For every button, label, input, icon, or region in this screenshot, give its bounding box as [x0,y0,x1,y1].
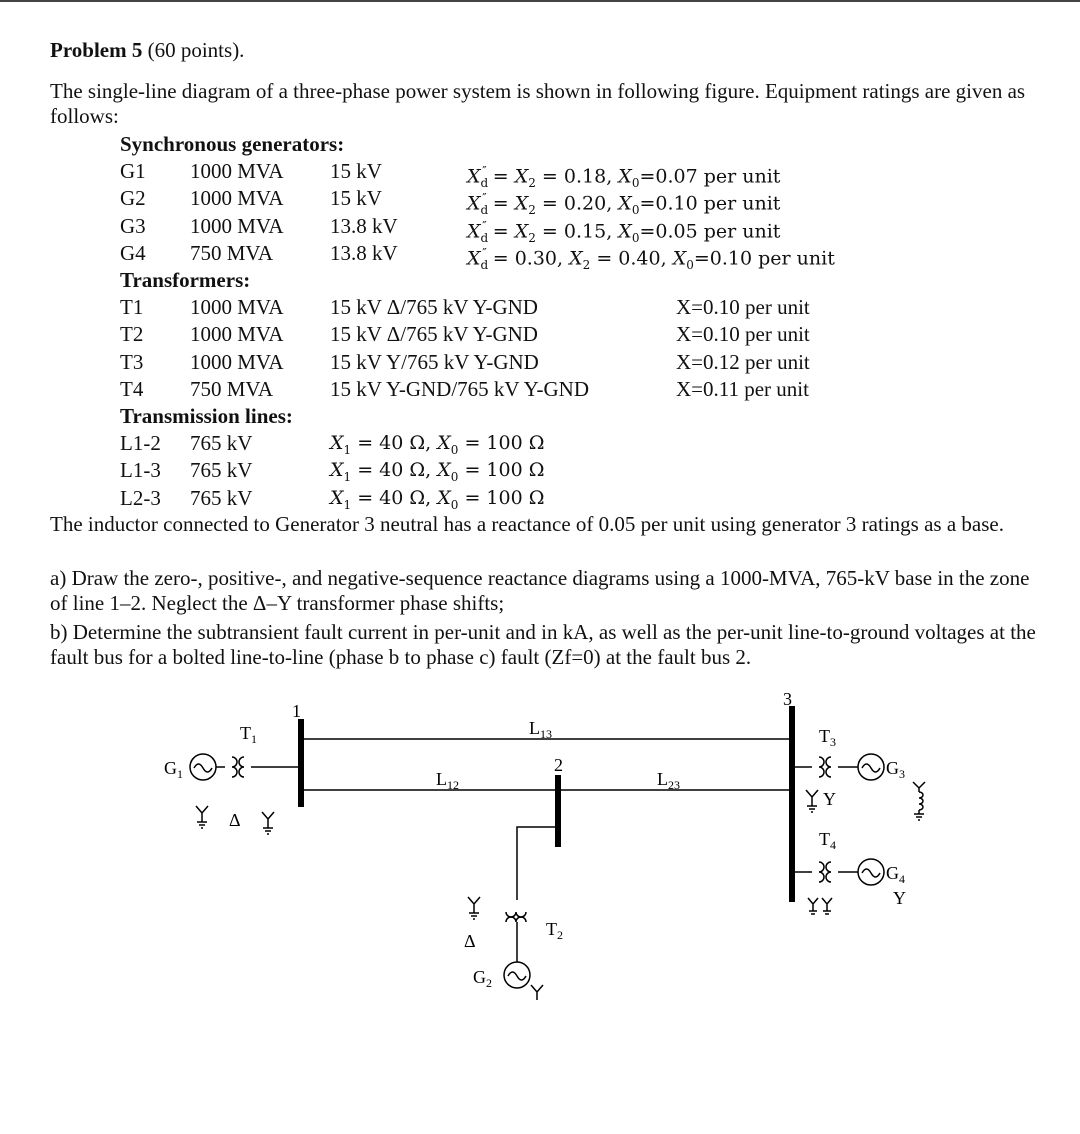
bus-2-label: 2 [554,755,563,775]
transformer-rating: 15 kV Δ/765 kV Y-GND [330,322,538,347]
transformer-rating: 15 kV Δ/765 kV Y-GND [330,295,538,319]
part-a-text: a) Draw the zero-, positive-, and negative-sequence reactance diagrams using a 1000-MVA, 765-kV base in the zone of line 1–2. Neglect the Δ–Y transformer phase shifts; [50,566,1030,615]
generator-mva: 1000 MVA [190,159,284,183]
transformer-rating: 15 kV Y/765 kV Y-GND [330,349,539,374]
t3-wye-label: Y [823,789,836,809]
generator-kv: 13.8 kV [330,213,398,238]
transformer-t4 [795,862,858,882]
transformer-mva: 750 MVA [190,376,274,401]
generator-reactances: $X_d'' = X_2 = 0.15$, $X_0=0.05$ per unit [467,218,781,245]
g3-label: $G_3$ [886,758,905,781]
generator-reactances: $X_d'' = X_2 = 0.20$, $X_0=0.10$ per unit [467,191,781,218]
line-kv: 765 kV [190,458,253,483]
generators-heading: Synchronous generators: [120,132,345,156]
g3-neutral-inductor [913,782,925,820]
line-reactances: $X_1 = 40$ Ω, $X_0 = 100$ Ω [330,486,545,512]
line-kv: 765 kV [190,485,253,510]
generator-g4 [858,859,884,885]
transformer-id: T4 [120,376,144,401]
generator-kv: 15 kV [330,159,382,183]
inductor-note: The inductor connected to Generator 3 neutral has a reactance of 0.05 per unit using generator 3 ratings as a base. [50,512,1004,536]
generator-kv: 15 kV [330,186,382,211]
bus2-tap-line [517,827,555,900]
transformer-mva: 1000 MVA [190,349,284,374]
g4-label: $G_4$ [886,863,905,886]
line-id: L2-3 [120,485,161,510]
t4-grounded-wye-symbols [808,898,832,914]
transformer-id: T3 [120,349,144,374]
transformer-mva: 1000 MVA [190,322,284,347]
transformer-reactance: X=0.12 per unit [676,349,810,374]
t1-delta-label: Δ [229,810,241,830]
g4-wye-label: Y [893,888,906,908]
lines-heading: Transmission lines: [120,404,293,428]
t2-delta-label: Δ [464,931,476,951]
generator-g1 [190,754,216,780]
transformer-reactance: X=0.10 per unit [676,322,810,347]
generator-id: G3 [120,213,146,238]
t4-label: $T_4$ [819,829,836,852]
generator-g2 [504,962,543,1000]
generator-mva: 1000 MVA [190,186,284,211]
line-reactances: $X_1 = 40$ Ω, $X_0 = 100$ Ω [330,432,545,457]
l23-label: $L_{23}$ [657,769,680,792]
transformer-t1 [216,757,298,777]
line-reactances: $X_1 = 40$ Ω, $X_0 = 100$ Ω [330,459,545,485]
t2-grounded-wye-symbol [468,897,480,919]
transformer-id: T1 [120,295,144,319]
generator-mva: 750 MVA [190,240,274,265]
g2-label: $G_2$ [473,967,492,990]
t3-label: $T_3$ [819,726,836,749]
intro-paragraph: The single-line diagram of a three-phase power system is shown in following figure. Equipment ratings are given as follows: [50,79,1026,128]
generator-mva: 1000 MVA [190,213,284,238]
part-b-text: b) Determine the subtransient fault current in per-unit and in kA, as well as the per-unit line-to-ground voltages at the fault bus for a bolted line-to-line (phase b to phase c) fault (Zf=0) at the fault bus 2. [50,620,1036,669]
transformer-t3 [795,757,858,777]
line-kv: 765 kV [190,431,253,455]
line-id: L1-3 [120,458,161,483]
transformer-t2 [506,912,526,962]
t2-label: $T_2$ [546,919,563,942]
transformer-mva: 1000 MVA [190,295,284,319]
bus-3 [789,706,795,902]
line-id: L1-2 [120,431,161,455]
g1-grounded-wye-symbol [196,806,208,828]
bus-1 [298,719,304,807]
generator-reactances: $X_d'' = 0.30$, $X_2 = 0.40$, $X_0=0.10$ per unit [467,245,835,273]
transformers-heading: Transformers: [120,268,251,292]
bus-1-label: 1 [292,701,301,721]
generator-id: G2 [120,186,146,211]
t1-grounded-wye-symbol [262,812,274,834]
transformer-id: T2 [120,322,144,347]
generator-g3 [858,754,884,780]
generator-reactances: $X_d'' = X_2 = 0.18$, $X_0=0.07$ per unit [467,164,781,191]
problem-title: Problem 5 (60 points). [50,38,245,62]
generator-kv: 13.8 kV [330,240,398,265]
transformer-rating: 15 kV Y-GND/765 kV Y-GND [330,376,590,401]
t1-label: $T_1$ [240,723,257,746]
g1-label: $G_1$ [164,758,183,781]
l13-label: $L_{13}$ [529,718,552,741]
transformer-reactance: X=0.10 per unit [676,295,810,319]
l12-label: $L_{12}$ [436,769,459,792]
bus-3-label: 3 [783,689,792,709]
transformer-reactance: X=0.11 per unit [676,376,809,401]
bus-2 [555,775,561,847]
generator-id: G1 [120,159,146,183]
t3-grounded-wye-symbol [806,790,818,812]
generator-id: G4 [120,240,146,265]
